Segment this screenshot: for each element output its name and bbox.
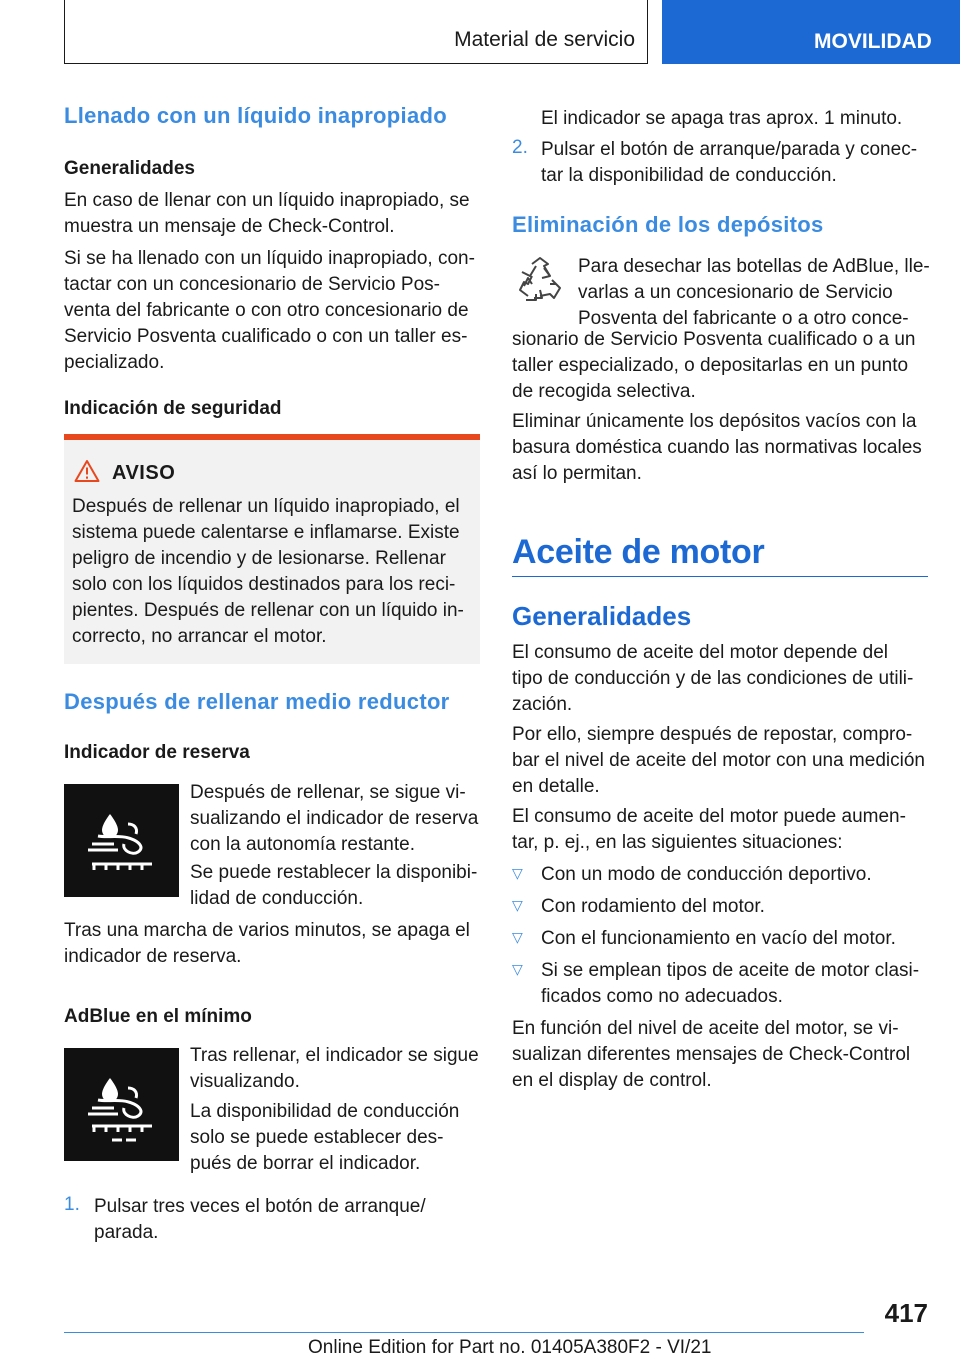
recycle-icon — [514, 254, 566, 306]
heading-despues: Después de rellenar medio reductor — [64, 689, 450, 714]
warning-box — [64, 440, 480, 664]
paragraph-gen-2: Por ello, siempre después de repostar, compro- bar el nivel de aceite del motor con una medición en detalle. — [512, 724, 925, 797]
paragraph-eliminacion-1a: Para desechar las botellas de AdBlue, lle- varlas a un concesionario de Servicio Posventa del fabricante o a otro conce- — [578, 256, 930, 329]
paragraph-gen-1: El consumo de aceite del motor depende del tipo de conducción y de las condiciones de utili- zación. — [512, 642, 914, 715]
section-label: Material de servicio — [454, 28, 635, 51]
paragraph-minimo-2: La disponibilidad de conducción solo se puede establecer des- pués de borrar el indicador. — [190, 1101, 460, 1174]
step-1-continuation: El indicador se apaga tras aprox. 1 minuto. — [541, 108, 903, 129]
paragraph-reserva-1: Después de rellenar, se sigue vi- sualizando el indicador de reserva con la autonomía restante. — [190, 782, 479, 855]
bullet-triangle-icon: ▽ — [512, 865, 523, 881]
paragraph-llenado-2: Si se ha llenado con un líquido inapropiado, con- tactar con un concesionario de Servicio Pos- venta del fabricante o con otro concesionario de Servicio Posventa cualificado o con un taller es- pecializado. — [64, 248, 475, 373]
header-frame — [64, 0, 648, 64]
reserve-indicator-image — [64, 784, 179, 897]
subheading-minimo: AdBlue en el mínimo — [64, 1006, 252, 1027]
adblue-minimum-icon — [64, 1048, 179, 1161]
subheading-generalidades: Generalidades — [64, 158, 195, 179]
adblue-drop-icon — [64, 784, 179, 897]
subheading-seguridad: Indicación de seguridad — [64, 398, 282, 419]
paragraph-eliminacion-2: Eliminar únicamente los depósitos vacíos con la basura doméstica cuando las normativas locales así lo permitan. — [512, 411, 922, 484]
paragraph-eliminacion-1b: sionario de Servicio Posventa cualificado o a un taller especializado, o depositarlas en un punto de recogida selectiva. — [512, 329, 916, 402]
step-1-text: Pulsar tres veces el botón de arranque/ parada. — [94, 1196, 426, 1243]
paragraph-gen-4: En función del nivel de aceite del motor, se vi- sualizan diferentes mensajes de Check-Control en el display de control. — [512, 1018, 911, 1091]
subheading-reserva: Indicador de reserva — [64, 742, 250, 763]
paragraph-minimo-1: Tras rellenar, el indicador se sigue visualizando. — [190, 1045, 479, 1092]
heading-generalidades: Generalidades — [512, 601, 692, 631]
bullet-triangle-icon: ▽ — [512, 897, 523, 913]
step-2-text: Pulsar el botón de arranque/parada y conec- tar la disponibilidad de conducción. — [541, 139, 918, 186]
step-2-number: 2. — [512, 137, 528, 158]
chapter-title: Aceite de motor — [512, 533, 765, 571]
heading-eliminacion: Eliminación de los depósitos — [512, 212, 824, 237]
bullet-triangle-icon: ▽ — [512, 929, 523, 945]
edition-footer: Online Edition for Part no. 01405A380F2 - VI/21 — [308, 1337, 712, 1358]
minimum-indicator-image — [64, 1048, 179, 1161]
chapter-tab[interactable]: MOVILIDAD — [662, 0, 960, 64]
page-number: 417 — [884, 1298, 928, 1328]
warning-title: AVISO — [112, 462, 176, 484]
paragraph-gen-3: El consumo de aceite del motor puede aumen- tar, p. ej., en las siguientes situaciones: — [512, 806, 906, 853]
paragraph-reserva-3: Tras una marcha de varios minutos, se apaga el indicador de reserva. — [64, 920, 470, 967]
heading-llenado: Llenado con un líquido inapropiado — [64, 103, 447, 128]
step-1-number: 1. — [64, 1194, 80, 1215]
footer-rule — [64, 1332, 864, 1333]
paragraph-llenado-1: En caso de llenar con un líquido inapropiado, se muestra un mensaje de Check-Control. — [64, 190, 470, 237]
bullet-triangle-icon: ▽ — [512, 961, 523, 977]
paragraph-reserva-2: Se puede restablecer la disponibi- lidad de conducción. — [190, 862, 478, 909]
warning-triangle-icon — [74, 459, 100, 483]
title-rule — [512, 576, 928, 577]
warning-text: Después de rellenar un líquido inapropiado, el sistema puede calentarse e inflamarse. Existe peligro de incendio y de lesionarse. Rellenar solo con los líquidos destinados para los reci- pientes. Después de rellenar con un líquido in- correcto, no arrancar el motor. — [72, 496, 464, 647]
